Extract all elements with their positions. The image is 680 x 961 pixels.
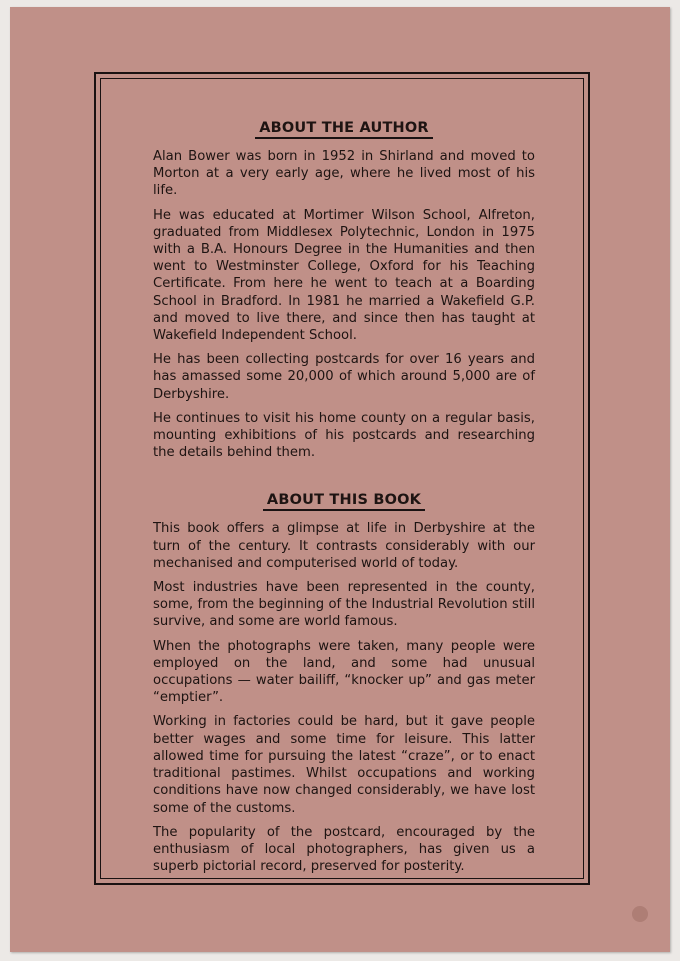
about-book-heading: ABOUT THIS BOOK bbox=[153, 489, 535, 510]
outer-border-frame bbox=[94, 72, 590, 885]
author-paragraph-1: Alan Bower was born in 1952 in Shirland and moved to Morton at a very early age, where he lived most of his life. bbox=[153, 149, 535, 199]
paper-stain bbox=[632, 906, 648, 922]
author-paragraph-2: He was educated at Mortimer Wilson School, Alfreton, graduated from Middlesex Polytechnic, London in 1975 with a B.A. Honours Degree in the Humanities and then went to Westminster College, Oxford for his Teaching Certificate. From here he went to teach at a Boarding School in Bradford. In 1981 he married a Wakefield G.P. and moved to live there, and since then has taught at Wakefield Independent School. bbox=[153, 207, 535, 344]
back-cover bbox=[10, 7, 670, 952]
about-author-heading: ABOUT THE AUTHOR bbox=[153, 117, 535, 138]
book-paragraph-3: When the photographs were taken, many people were employed on the land, and some had unusual occupations — water bailiff, “knocker up” and gas meter “emptier”. bbox=[153, 638, 535, 706]
book-paragraph-1: This book offers a glimpse at life in Derbyshire at the turn of the century. It contrasts considerably with our mechanised and computerised world of today. bbox=[153, 521, 535, 571]
author-paragraph-4: He continues to visit his home county on a regular basis, mounting exhibitions of his postcards and researching the details behind them. bbox=[153, 410, 535, 461]
author-paragraph-3: He has been collecting postcards for over 16 years and has amassed some 20,000 of which around 5,000 are of Derbyshire. bbox=[153, 352, 535, 402]
book-paragraph-4: Working in factories could be hard, but it gave people better wages and some time for leisure. This latter allowed time for pursuing the latest “craze”, or to enact traditional pastimes. Whilst occupations and working conditions have now changed considerably, we have lost some of the customs. bbox=[153, 714, 535, 816]
book-paragraph-2: Most industries have been represented in the county, some, from the beginning of the Industrial Revolution still survive, and some are world famous. bbox=[153, 580, 535, 630]
book-paragraph-5: The popularity of the postcard, encouraged by the enthusiasm of local photographers, has given us a superb pictorial record, preserved for posterity. bbox=[153, 824, 535, 875]
text-content bbox=[153, 117, 535, 882]
